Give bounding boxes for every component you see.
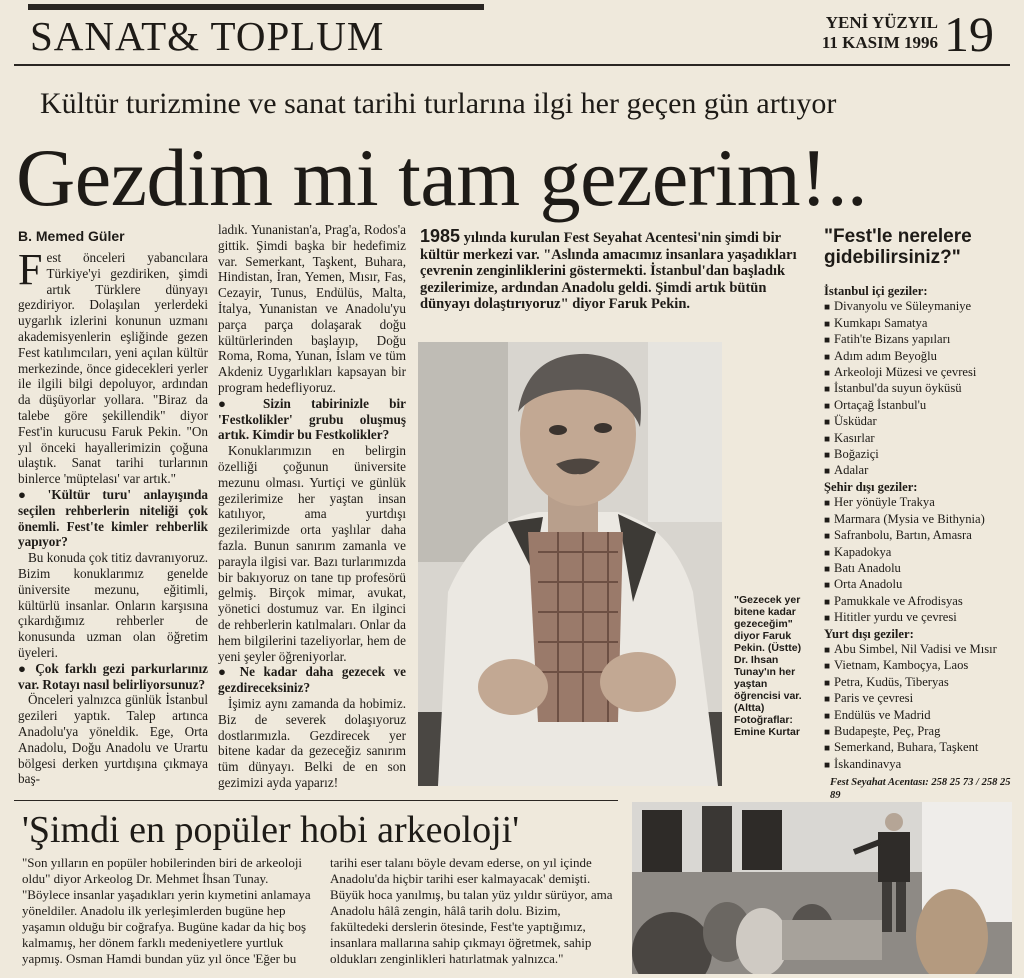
section-title: SANAT& TOPLUM: [30, 13, 385, 59]
article-divider: [14, 800, 618, 801]
list-item: ■ Adım adım Beyoğlu: [824, 349, 1018, 365]
question: ● Çok farklı gezi parkurlarınız var. Rotayı nasıl belirliyorsunuz?: [18, 660, 208, 692]
byline: B. Memed Güler: [18, 228, 125, 244]
portrait-illustration: [418, 342, 722, 786]
paragraph: Konuklarımızın en belirgin özelliği çoğunun üniversite mezunu olması. Yurtiçi ve günlük gezilerimize her yaştan insan katılıyor, ama yurtdışı gezilerimizde orta yaşlılar daha fazla. Bunun sanırım zamanla ve parayla ilgisi var. Bazı turlarımızda bir bakıyoruz on tane tıp profesörü gelmiş. Birçok mimar, avukat, yönetici dostumuz var. En ilginci de rehberlerin katılmaları. Onlar da hem bilgilerini tazeliyorlar, hem de yeni şeyler öğreniyorlar.: [218, 443, 406, 664]
list-item: ■ Orta Anadolu: [824, 577, 1018, 593]
classroom-photo: [632, 802, 1012, 974]
list-item: ■ Üsküdar: [824, 414, 1018, 430]
list-item: ■ Semerkand, Buhara, Taşkent: [824, 740, 1018, 756]
question: ● Sizin tabirinizle bir 'Festkolikler' grubu oluşmuş artık. Kimdir bu Festkolikler?: [218, 395, 406, 443]
list-item: ■ Arkeoloji Müzesi ve çevresi: [824, 365, 1018, 381]
page-number: 19: [944, 6, 994, 62]
list-item: ■ Pamukkale ve Afrodisyas: [824, 594, 1018, 610]
headline: Gezdim mi tam gezerim!..: [16, 132, 867, 223]
group-title: Şehir dışı geziler:: [824, 479, 918, 494]
sidebar-list: [824, 284, 1018, 773]
paper-name: YENİ YÜZYIL: [825, 13, 938, 32]
paper-info: [780, 13, 938, 53]
article2-headline: 'Şimdi en popüler hobi arkeoloji': [22, 809, 520, 851]
list-item: ■ Marmara (Mysia ve Bithynia): [824, 512, 1018, 528]
sidebar-heading: "Fest'le nerelere gidebilirsiniz?": [824, 226, 972, 268]
list-item: ■ Kasırlar: [824, 431, 1018, 447]
article-column-1: [18, 245, 208, 787]
list-item: ■ İskandinavya: [824, 757, 1018, 773]
list-item: ■ Kumkapı Samatya: [824, 316, 1018, 332]
intro-text: 1985 yılında kurulan Fest Seyahat Acentesi'nin şimdi bir kültür merkezi var. "Aslında amacımız insanlara yaşadıkları çevrenin zenginliklerini göstermekti. İstanbul'dan başladık gezilerimize, ardından Anadolu geldi. Şimdi artık bütün dünyayı dolaştırıyoruz" diyor Faruk Pekin.: [420, 226, 797, 312]
sidebar-footer: Fest Seyahat Acentası: 258 25 73 / 258 25 89: [830, 777, 1011, 801]
paper-date: 11 KASIM 1996: [821, 33, 938, 52]
list-item: ■ Abu Simbel, Nil Vadisi ve Mısır: [824, 642, 1018, 658]
article2-column-1: "Son yılların en popüler hobilerinden biri de arkeoloji oldu" diyor Arkeolog Dr. Mehmet İhsan Tunay. "Böylece insanlar yaşadıkları yerin kıymetini anlamaya yöneldiler. Anadolu ilk yerleşimlerden bugüne hep yaşamın olduğu bir coğrafya. Bugüne kadar da hiç boş kalmamış, her dönem farklı medeniyetlere yurtluk yapmış. Osman Hamdi bundan yüz yıl önce 'Eğer bu: [22, 855, 311, 966]
article-column-2: [218, 222, 406, 791]
question: ● 'Kültür turu' anlayışında seçilen rehberlerin niteliği çok önemli. Fest'te kimler rehberlik yapıyor?: [18, 486, 208, 550]
list-item: ■ İstanbul'da suyun öyküsü: [824, 381, 1018, 397]
list-item: ■ Batı Anadolu: [824, 561, 1018, 577]
classroom-illustration: [632, 802, 1012, 974]
list-item: ■ Divanyolu ve Süleymaniye: [824, 299, 1018, 315]
group-title: İstanbul içi geziler:: [824, 284, 928, 298]
list-item: ■ Fatih'te Bizans yapıları: [824, 332, 1018, 348]
paragraph: Önceleri yalnızca günlük İstanbul gezileri yaptık. Talep artınca Anadolu'ya yöneldik. Ege, Orta Anadolu, Doğu Anadolu ve Urartu bölgesi derken yurtdışına çıkmaya baş-: [18, 692, 208, 787]
list-item: ■ Safranbolu, Bartın, Amasra: [824, 528, 1018, 544]
intro-year: 1985: [420, 226, 461, 246]
list-item: ■ Ortaçağ İstanbul'u: [824, 398, 1018, 414]
paragraph: İşimiz aynı zamanda da hobimiz. Biz de severek dolaşıyoruz dostlarımızla. Gezdirecek yer bitene kadar da gezeceğiz sanırım tüm dünyayı. Belki de en son gezimizi ayda yaparız!: [218, 695, 406, 790]
paragraph: ladık. Yunanistan'a, Prag'a, Rodos'a gittik. Şimdi başka bir hedefimiz var. Semerkant, Taşkent, Buhara, Hindistan, İran, Yemen, Mısır, Fas, Cezayir, Tunus, Endülüs, Malta, İtalya, Yunanistan ve Anadolu'yu parça parça dolaşarak doğu kültürlerinden başlayıp, Doğu Roma, Roma, Yunan, İslam ve tüm Akdeniz Uygarlıkları kapsayan bir program hedefliyoruz.: [218, 222, 406, 395]
drop-cap: F: [18, 245, 43, 294]
top-rule: [28, 4, 484, 10]
list-item: ■ Budapeşte, Peç, Prag: [824, 724, 1018, 740]
list-item: ■ Paris ve çevresi: [824, 691, 1018, 707]
list-item: ■ Petra, Kudüs, Tiberyas: [824, 675, 1018, 691]
article2-column-2: tarihi eser talanı böyle devam ederse, on yıl içinde Anadolu'da hiçbir tarihi eser kalmayacak' demişti. Büyük hoca yanılmış, bu talan yüz yıldır sürüyor, ama Anadolu hâlâ zengin, hâlâ tarih dolu. Bizim, fakültedeki derslerin ötesinde, Fest'te yaptığımız, insanlara mallarına sahip çıkmayı öğretmek, sahip oldukları zenginlikleri hatırlatmak yalnızca.": [330, 855, 613, 966]
question: ● Ne kadar daha gezecek ve gezdireceksiniz?: [218, 664, 406, 696]
paragraph: Bu konuda çok titiz davranıyoruz. Bizim konuklarımız genelde üniversite mezunu, eğitimli, kültürlü insanlar. Onların karşısına çıkardığımız rehberler de konusunda uzman olan öğretim üyeleri.: [18, 550, 208, 660]
kicker: Kültür turizmine ve sanat tarihi turlarına ilgi her geçen gün artıyor: [40, 87, 837, 120]
header-rule: [14, 64, 1010, 66]
list-item: ■ Boğaziçi: [824, 447, 1018, 463]
list-item: ■ Hititler yurdu ve çevresi: [824, 610, 1018, 626]
portrait-photo: [418, 342, 722, 786]
list-item: ■ Endülüs ve Madrid: [824, 708, 1018, 724]
photo-caption: "Gezecek yer bitene kadar gezeceğim" diyor Faruk Pekin. (Üstte) Dr. Ihsan Tunay'ın her yaştan öğrencisi var. (Altta) Fotoğraflar: Emine Kurtar: [734, 594, 802, 738]
paragraph: Fest önceleri yabancılara Türkiye'yi gezdiriken, şimdi artık Türklere dünyayı gezdiriyor. Dolaşılan yerlerdeki uygarlık izlerini konunun uzmanı akademisyenlerin eşliğinde gezen Fest katılımcıları, yeni açılan kültür merkezinde, önce gidecekleri yerler ile ilgili bilgi depoluyor, ardından da düşüyorlar yollara. "Biraz da talebe göre şekillendik" diyor Fest'in kurucusu Faruk Pekin. "On yıl önceki hayallerimizin çoğuna ulaştık. Sanat tarihi turlarının binlerce 'müptelası' var artık.": [18, 245, 208, 487]
list-item: ■ Her yönüyle Trakya: [824, 495, 1018, 511]
list-item: ■ Adalar: [824, 463, 1018, 479]
group-title: Yurt dışı geziler:: [824, 626, 914, 641]
list-item: ■ Vietnam, Kamboçya, Laos: [824, 658, 1018, 674]
list-item: ■ Kapadokya: [824, 545, 1018, 561]
